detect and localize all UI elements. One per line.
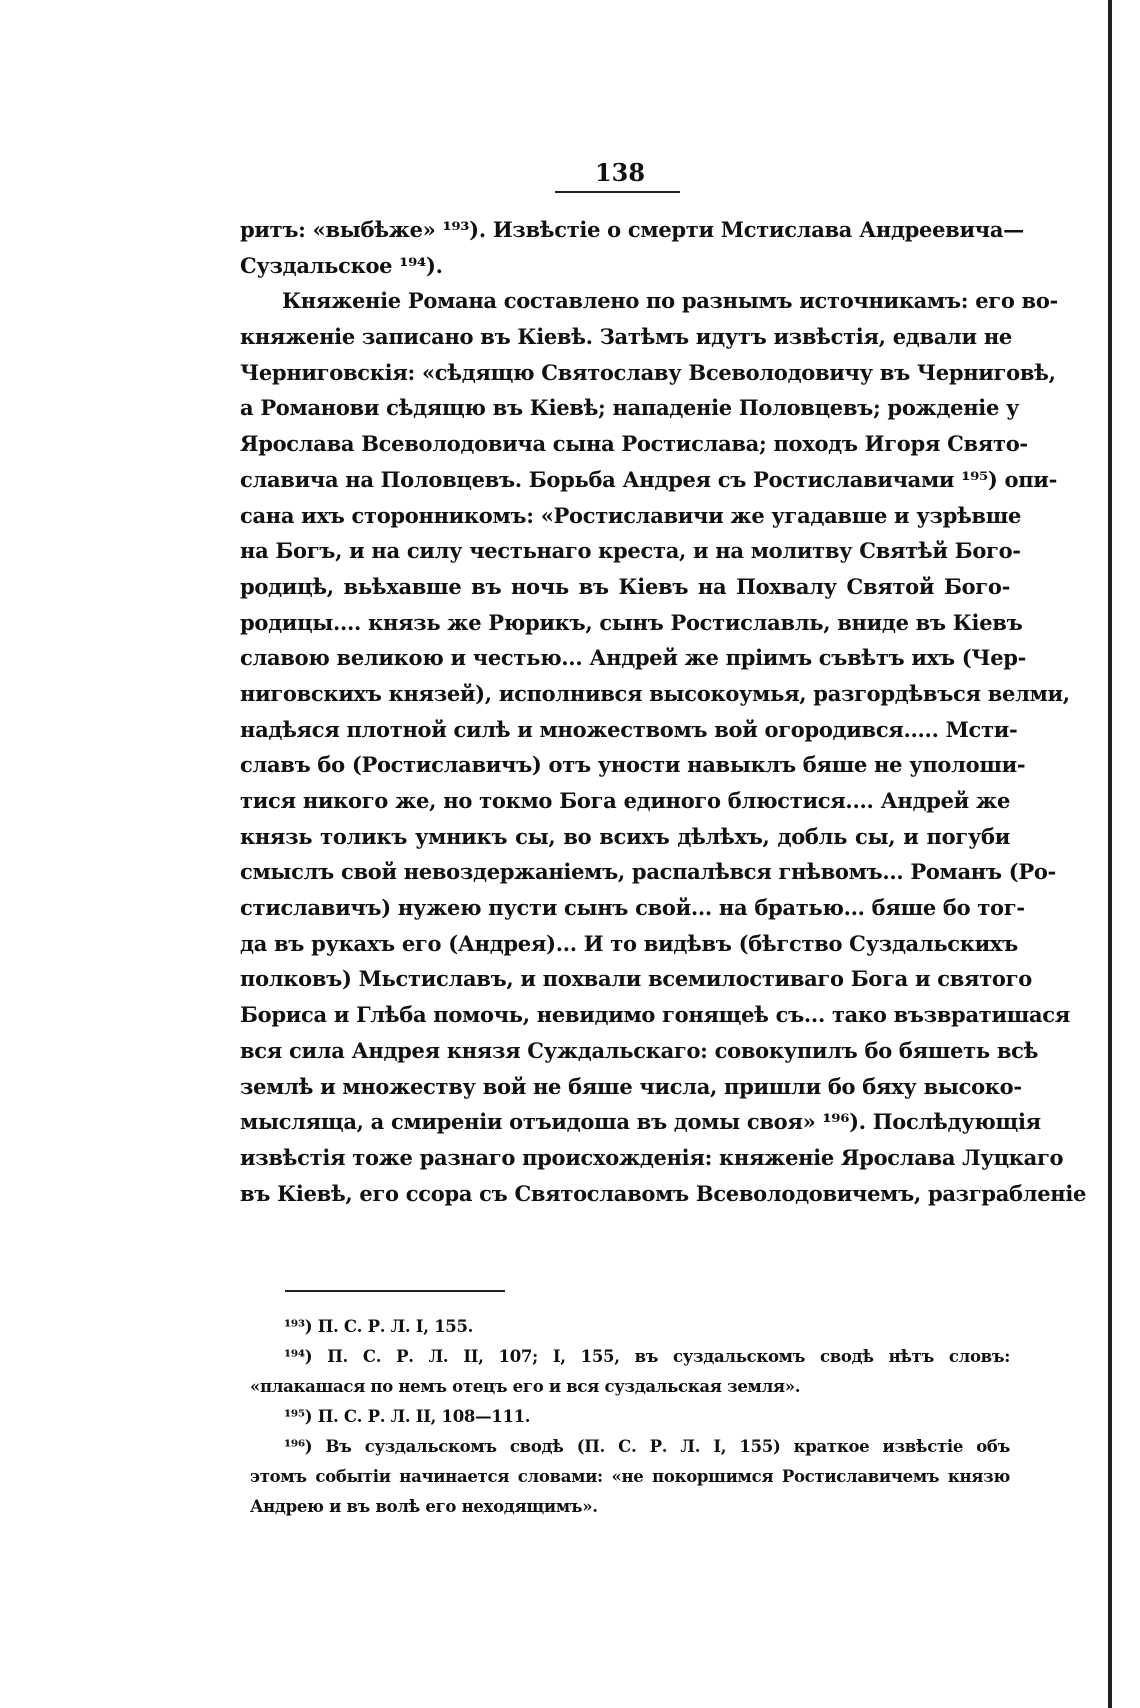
text-line: княженіе записано въ Кіевѣ. Затѣмъ идутъ извѣстія, едвали не [240, 324, 1012, 350]
text-line: тися никого же, но токмо Бога единого блюстися.... Андрей же [240, 788, 1010, 813]
footnote-line: Андрею и въ волѣ его неходящимъ». [250, 1497, 598, 1516]
text-line: смыслъ свой невоздержаніемъ, распалѣвся гнѣвомъ... Романъ (Ро- [240, 859, 1056, 885]
text-line: родицы.... князь же Рюрикъ, сынъ Ростиславль, вниде въ Кіевъ [240, 609, 1023, 635]
footnote-line: ¹⁹³) П. С. Р. Л. I, 155. [284, 1317, 474, 1336]
text-line: а Романови сѣдящю въ Кіевѣ; нападеніе Половцевъ; рожденіе у [240, 395, 1020, 421]
footnote-line: ¹⁹⁵) П. С. Р. Л. II, 108—111. [284, 1407, 531, 1426]
text-line: извѣстія тоже разнаго происхожденія: княженіе Ярослава Луцкаго [240, 1144, 1064, 1170]
text-line: въ Кіевѣ, его ссора съ Святославомъ Всеволодовичемъ, разграбленіе [240, 1180, 1087, 1206]
text-line: князь толикъ умникъ сы, во всихъ дѣлѣхъ, добль сы, и погуби [240, 823, 1010, 849]
text-line: славою великою и честью... Андрей же пріимъ съвѣтъ ихъ (Чер- [240, 645, 1027, 671]
text-line: землѣ и множеству вой не бяше числа, пришли бо бяху высоко- [240, 1073, 1022, 1099]
text-line: славъ бо (Ростиславичъ) отъ уности навыклъ бяше не уполоши- [240, 752, 1026, 778]
text-line: Суздальское ¹⁹⁴). [240, 252, 443, 278]
text-line: сана ихъ сторонникомъ: «Ростиславичи же угадавше и узрѣвше [240, 502, 1022, 528]
text-line: надѣяся плотной силѣ и множествомъ вой огородився..... Мсти- [240, 716, 1018, 742]
text-line: мысляща, а смиреніи отъидоша въ домы своя» ¹⁹⁶). Послѣдующія [240, 1109, 1041, 1135]
footnotes [250, 1312, 1010, 1522]
page-number-rule [555, 191, 680, 193]
text-line: славича на Половцевъ. Борьба Андрея съ Ростиславичами ¹⁹⁵) опи- [240, 466, 1057, 492]
text-line: Княженіе Романа составлено по разнымъ источникамъ: его во- [282, 288, 1058, 314]
footnote-line: «плакашася по немъ отецъ его и вся суздальская земля». [250, 1377, 801, 1396]
footnote-line: этомъ событіи начинается словами: «не покоршимся Ростиславичемъ князю [250, 1467, 1010, 1486]
footnote-line: ¹⁹⁶) Въ суздальскомъ сводѣ (П. С. Р. Л. I, 155) краткое извѣстіе объ [284, 1437, 1010, 1456]
text-line: вся сила Андрея князя Суждальскаго: совокупилъ бо бяшеть всѣ [240, 1037, 1039, 1063]
footnote-line: ¹⁹⁴) П. С. Р. Л. II, 107; I, 155, въ суздальскомъ сводѣ нѣтъ словъ: [284, 1347, 1010, 1366]
text-line: Черниговскія: «сѣдящю Святославу Всеволодовичу въ Черниговѣ, [240, 359, 1056, 385]
text-line: на Богъ, и на силу честьнаго креста, и на молитву Святѣй Бого- [240, 538, 1021, 564]
text-line: ниговскихъ князей), исполнився высокоумья, разгордѣвъся велми, [240, 680, 1070, 706]
page-edge-line [1108, 0, 1112, 1708]
text-line: да въ рукахъ его (Андрея)... И то видѣвъ (бѣгство Суздальскихъ [240, 930, 1018, 956]
text-line: Ярослава Всеволодовича сына Ростислава; походъ Игоря Свято- [240, 431, 1028, 457]
text-line: стиславичъ) нужею пусти сынъ свой... на братью... бяше бо тог- [240, 895, 1025, 921]
text-line: Бориса и Глѣба помочь, невидимо гонящеѣ съ... тако възвратишася [240, 1002, 1071, 1028]
text-line: ритъ: «выбѣже» ¹⁹³). Извѣстіе о смерти Мстислава Андреевича— [240, 217, 1024, 242]
body-text [240, 212, 1087, 1211]
footnote-rule [285, 1290, 505, 1292]
page-number: 138 [594, 158, 646, 187]
text-line: полковъ) Мьстиславъ, и похвали всемилостиваго Бога и святого [240, 966, 1032, 992]
text-line: родицѣ, вьѣхавше въ ночь въ Кіевъ на Похвалу Святой Бого- [240, 573, 1010, 599]
